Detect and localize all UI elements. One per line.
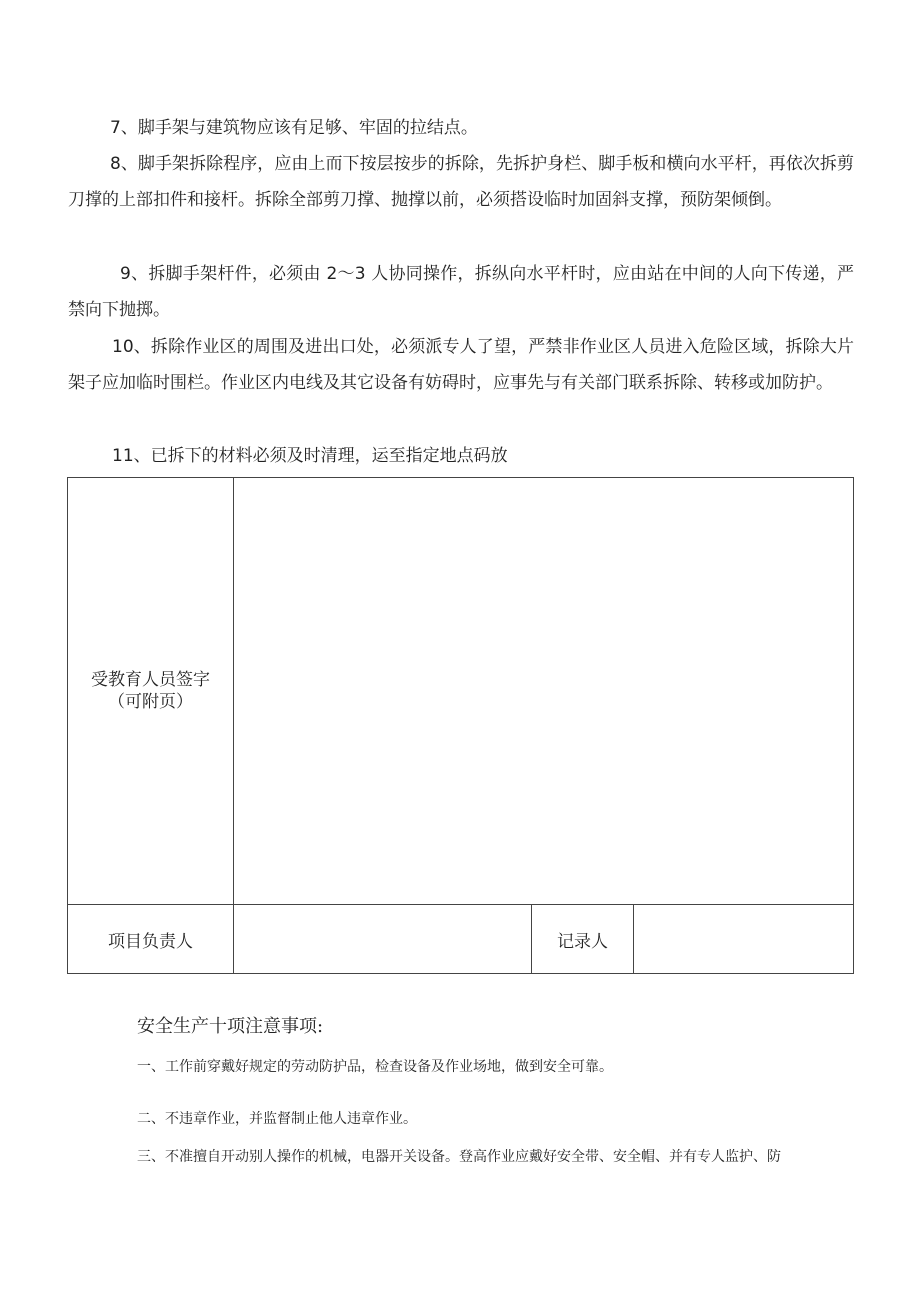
paragraph-10: 10、拆除作业区的周围及进出口处，必须派专人了望，严禁非作业区人员进入危险区域，拆除大片架子应加临时围栏。作业区内电线及其它设备有妨碍时，应事先与有关部门联系拆除、转移或加防护。	[68, 337, 854, 393]
paragraph-11: 11、已拆下的材料必须及时清理，运至指定地点码放	[112, 446, 508, 466]
safety-rule-1: 一、工作前穿戴好规定的劳动防护品，检查设备及作业场地，做到安全可靠。	[137, 1059, 613, 1075]
safety-rule-3: 三、不准擅自开动别人操作的机械，电器开关设备。登高作业应戴好安全带、安全帽、并有专人监护、防	[137, 1149, 781, 1165]
project-lead-field[interactable]	[234, 905, 532, 974]
signature-form-table	[67, 477, 854, 974]
signature-label-cell	[68, 478, 234, 905]
project-lead-label: 项目负责人	[68, 905, 234, 974]
recorder-label: 记录人	[532, 905, 634, 974]
signature-note: （可附页）	[108, 692, 193, 712]
safety-section-title: 安全生产十项注意事项:	[137, 1016, 324, 1037]
safety-rule-2: 二、不违章作业，并监督制止他人违章作业。	[137, 1111, 417, 1127]
paragraph-7: 7、脚手架与建筑物应该有足够、牢固的拉结点。	[110, 118, 478, 138]
signature-field[interactable]	[234, 478, 854, 905]
paragraph-9: 9、拆脚手架杆件，必须由 2～3 人协同操作，拆纵向水平杆时，应由站在中间的人向下传递，严禁向下抛掷。	[68, 264, 854, 320]
paragraph-8: 8、脚手架拆除程序，应由上而下按层按步的拆除，先拆护身栏、脚手板和横向水平杆，再依次拆剪刀撑的上部扣件和接杆。拆除全部剪刀撑、抛撑以前，必须搭设临时加固斜支撑，预防架倾倒。	[68, 154, 854, 210]
recorder-field[interactable]	[634, 905, 854, 974]
signature-label: 受教育人员签字	[91, 670, 210, 690]
